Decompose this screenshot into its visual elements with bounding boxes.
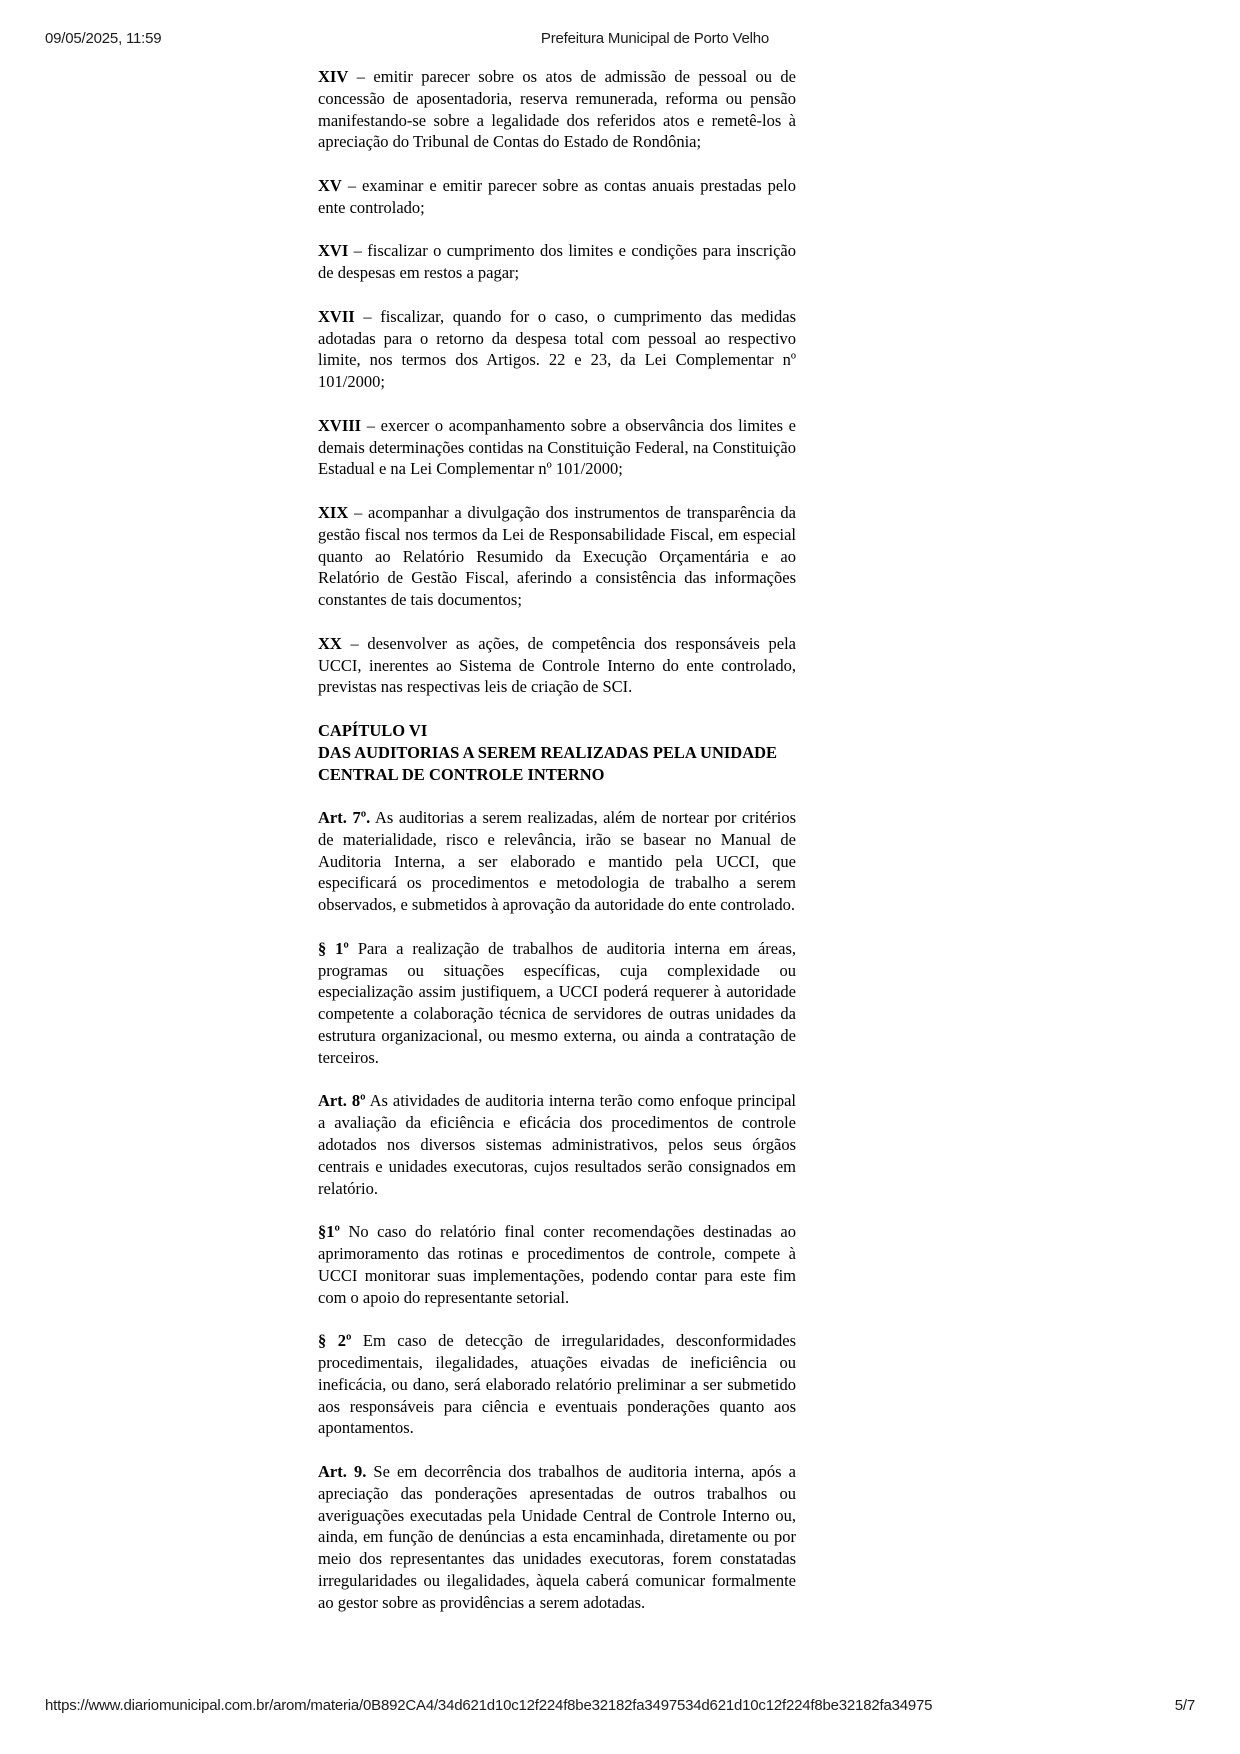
chapter-heading-line: DAS AUDITORIAS A SEREM REALIZADAS PELA UNIDADE: [318, 742, 778, 762]
clause-number: XV: [318, 175, 342, 195]
clause-number: XIX: [318, 502, 349, 522]
section-text: Para a realização de trabalhos de auditoria interna em áreas, programas ou situações específicas, cuja complexidade ou especialização assim justifiquem, a UCCI poderá requerer à autoridade competente a colaboração técnica de servidores de outras unidades da estrutura organizacional, ou mesmo externa, ou ainda a contratação de terceiros.: [318, 938, 796, 1067]
article-text: Se em decorrência dos trabalhos de auditoria interna, após a apreciação das ponderações apresentadas de outros trabalhos ou averiguações executadas pela Unidade Central de Controle Interno ou, ainda, em função de denúncias a esta encaminhada, diretamente ou por meio dos representantes das unidades executoras, forem constatadas irregularidades ou ilegalidades, àquela caberá comunicar formalmente ao gestor sobre as providências a serem adotadas.: [318, 1462, 796, 1612]
clause-number: XX: [318, 633, 342, 653]
clause-xviii: [318, 415, 796, 480]
clause-number: XVII: [318, 306, 355, 326]
article-8-section-1: [318, 1221, 796, 1308]
article-9: [318, 1461, 796, 1614]
section-number: § 2º: [318, 1331, 352, 1351]
clause-text: – examinar e emitir parecer sobre as contas anuais prestadas pelo ente controlado;: [318, 175, 796, 217]
document-body: [318, 66, 796, 1635]
clause-xiv: [318, 66, 796, 153]
clause-xv: [318, 175, 796, 219]
page-number: 5/7: [1174, 1697, 1195, 1714]
section-number: § 1º: [318, 938, 349, 958]
section-text: No caso do relatório final conter recomendações destinadas ao aprimoramento das rotinas e procedimentos de controle, compete à UCCI monitorar suas implementações, podendo contar para este fim com o apoio do representante setorial.: [318, 1222, 796, 1307]
chapter-heading-line: CENTRAL DE CONTROLE INTERNO: [318, 764, 605, 784]
print-header: [45, 30, 1195, 50]
article-text: As atividades de auditoria interna terão como enfoque principal a avaliação da eficiência e eficácia dos procedimentos de controle adotados nos diversos sistemas administrativos, pelos seus órgãos centrais e unidades executoras, cujos resultados serão consignados em relatório.: [318, 1091, 796, 1198]
clause-text: – desenvolver as ações, de competência dos responsáveis pela UCCI, inerentes ao Sistema de Controle Interno do ente controlado, previstas nas respectivas leis de criação de SCI.: [318, 633, 796, 697]
article-text: As auditorias a serem realizadas, além de nortear por critérios de materialidade, risco e relevância, irão se basear no Manual de Auditoria Interna, a ser elaborado e mantido pela UCCI, que especificará os procedimentos e metodologia de trabalho a serem observados, e submetidos à aprovação da autoridade do ente controlado.: [318, 808, 796, 915]
article-number: Art. 8º: [318, 1091, 366, 1111]
chapter-heading: [318, 720, 796, 785]
print-datetime: 09/05/2025, 11:59: [45, 30, 162, 47]
article-8: [318, 1090, 796, 1199]
section-number: §1º: [318, 1222, 340, 1242]
section-text: Em caso de detecção de irregularidades, desconformidades procedimentais, ilegalidades, atuações eivadas de ineficiência ou ineficácia, ou dano, será elaborado relatório preliminar a ser submetido aos responsáveis para ciência e eventuais ponderações quanto aos apontamentos.: [318, 1331, 797, 1438]
article-number: Art. 9.: [318, 1462, 367, 1481]
article-8-section-2: [318, 1330, 796, 1439]
clause-text: – exercer o acompanhamento sobre a observância dos limites e demais determinações contidas na Constituição Federal, na Constituição Estadual e na Lei Complementar nº 101/2000;: [318, 415, 796, 479]
clause-text: – fiscalizar, quando for o caso, o cumprimento das medidas adotadas para o retorno da despesa total com pessoal ao respectivo limite, nos termos dos Artigos. 22 e 23, da Lei Complementar nº 101/2000;: [318, 306, 796, 392]
page-title: Prefeitura Municipal de Porto Velho: [540, 30, 770, 47]
clause-number: XVIII: [318, 415, 362, 435]
clause-xvii: [318, 306, 796, 393]
print-footer: [45, 1697, 1195, 1717]
clause-text: – acompanhar a divulgação dos instrumentos de transparência da gestão fiscal nos termos da Lei de Responsabilidade Fiscal, em especial quanto ao Relatório Resumido da Execução Orçamentária e ao Relatório de Gestão Fiscal, aferindo a consistência das informações constantes de tais documentos;: [318, 502, 796, 610]
article-7-section-1: [318, 938, 796, 1069]
clause-text: – emitir parecer sobre os atos de admissão de pessoal ou de concessão de aposentadoria, reserva remunerada, reforma ou pensão manifestando-se sobre a legalidade dos referidos atos e remetê-los à apreciação do Tribunal de Contas do Estado de Rondônia;: [318, 67, 796, 152]
clause-xix: [318, 502, 796, 611]
article-7: [318, 807, 796, 916]
chapter-heading-line: CAPÍTULO VI: [318, 720, 428, 740]
source-url: https://www.diariomunicipal.com.br/arom/materia/0B892CA4/34d621d10c12f224f8be32182fa3497534d621d10c12f224f8be32182fa34975: [45, 1697, 933, 1714]
clause-number: XVI: [318, 241, 349, 261]
article-number: Art. 7º.: [318, 808, 371, 828]
clause-xx: [318, 633, 796, 698]
clause-number: XIV: [318, 67, 349, 86]
clause-text: – fiscalizar o cumprimento dos limites e condições para inscrição de despesas em restos a pagar;: [318, 241, 796, 283]
clause-xvi: [318, 240, 796, 284]
